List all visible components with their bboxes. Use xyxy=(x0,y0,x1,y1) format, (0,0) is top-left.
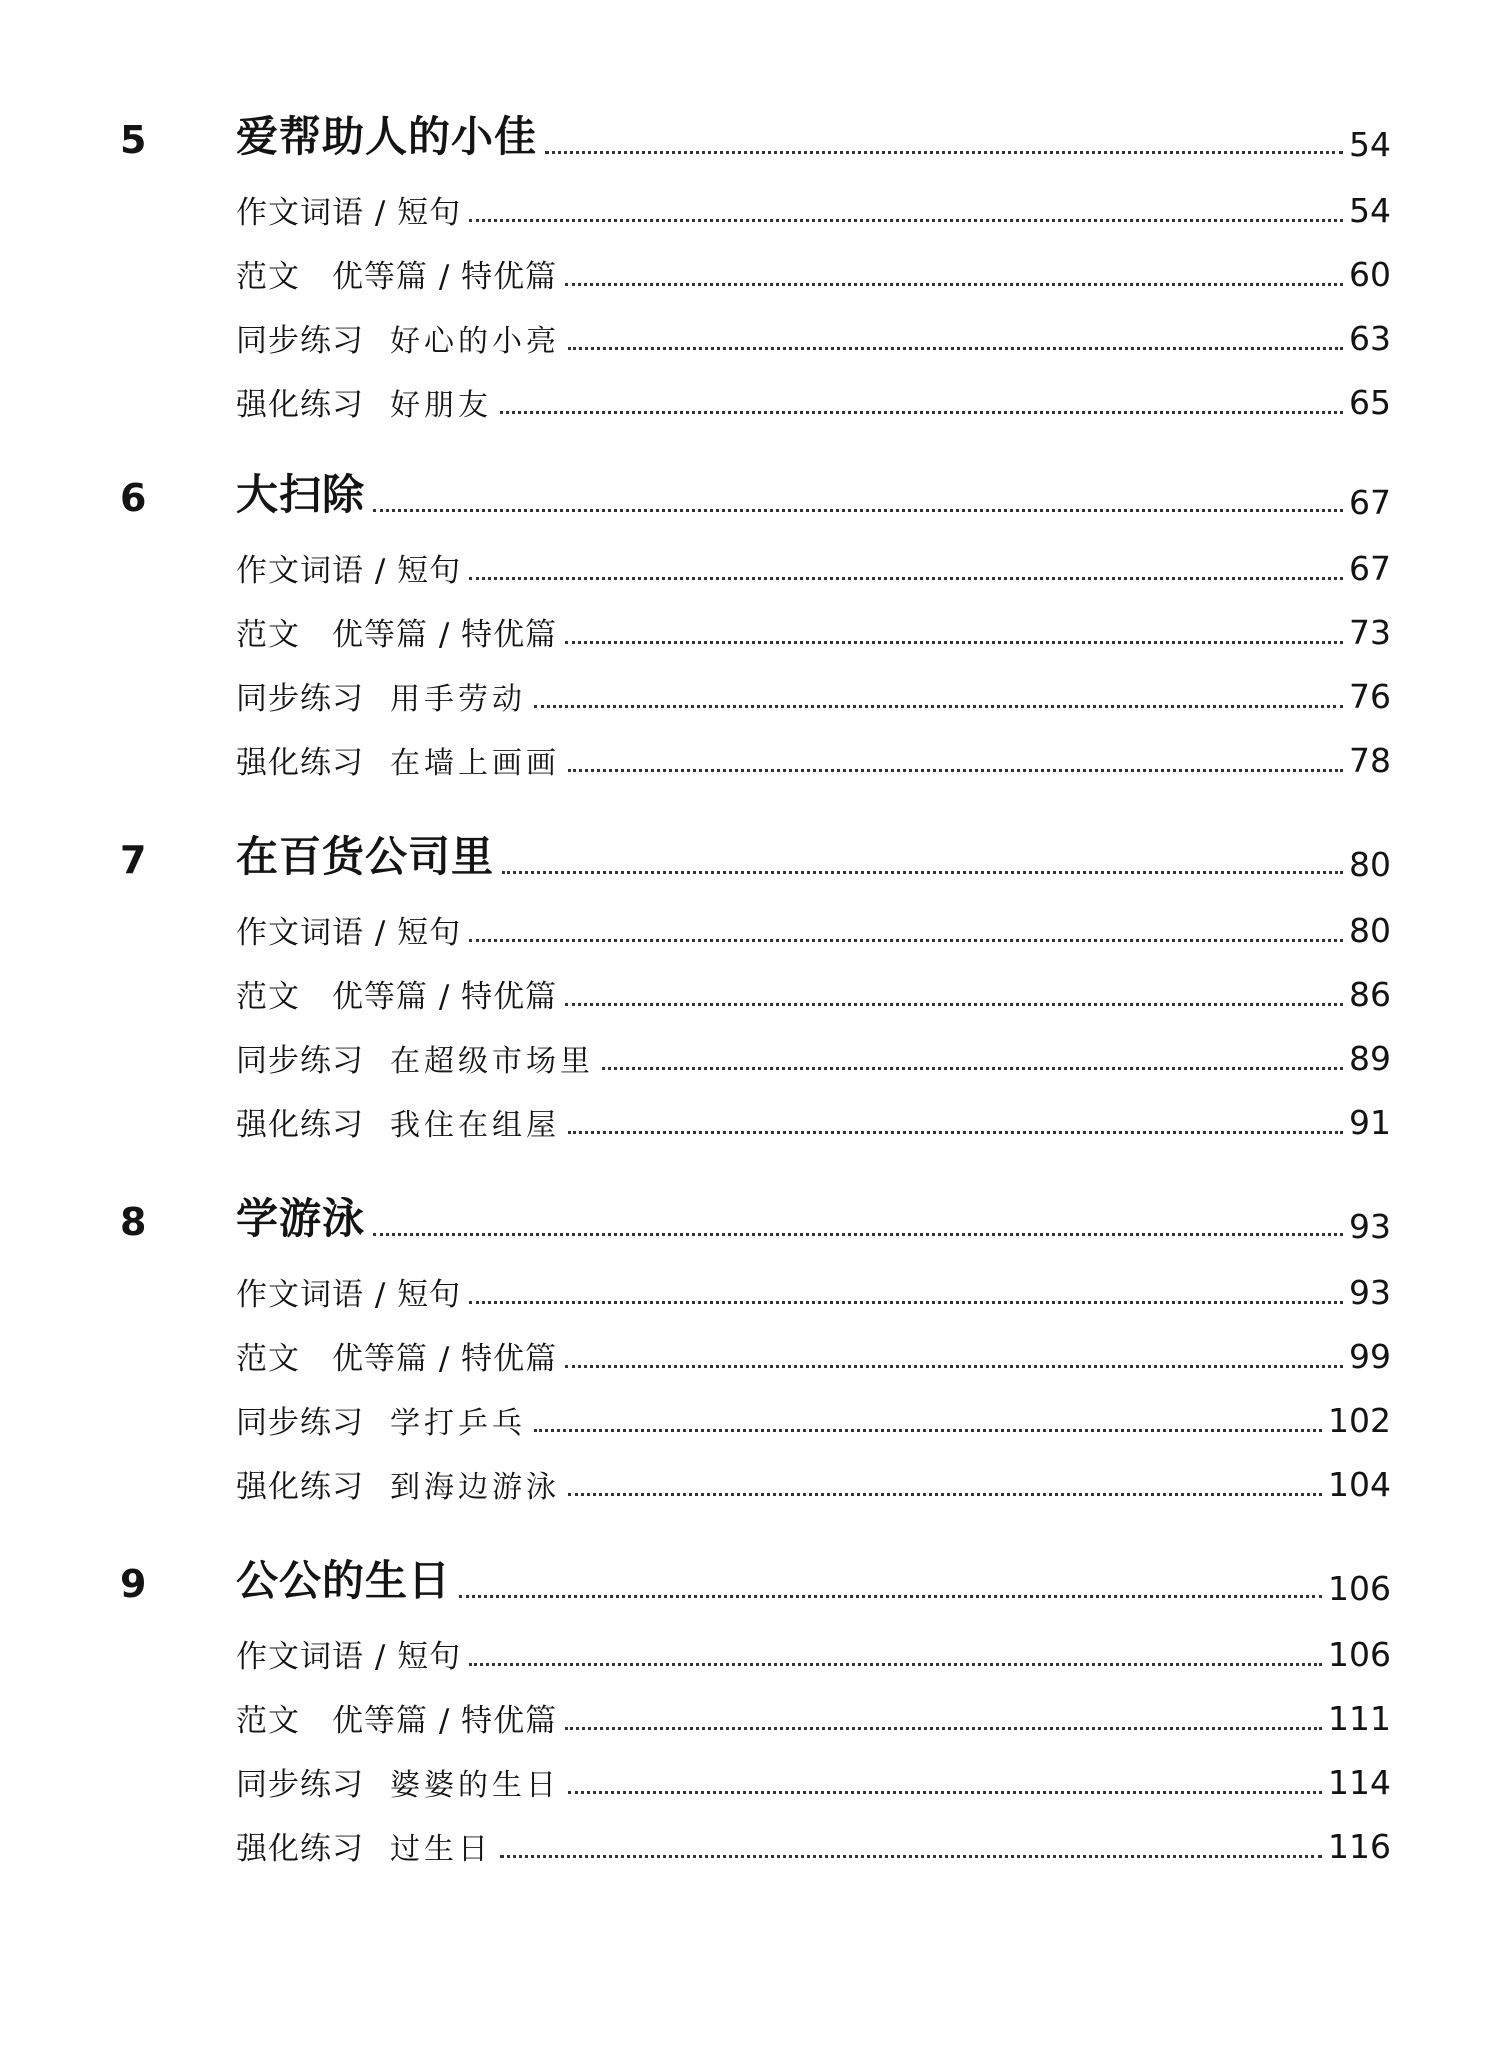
chapter-heading-row[interactable] xyxy=(120,1194,1391,1246)
toc-entry-row[interactable] xyxy=(236,1454,1391,1506)
entry-label: 同步练习 xyxy=(236,1767,364,1803)
toc-entry-row[interactable] xyxy=(236,900,1391,952)
page-number: 93 xyxy=(1349,1207,1391,1246)
toc-entry-row[interactable] xyxy=(236,180,1391,232)
toc-entry-row[interactable] xyxy=(236,666,1391,718)
chapter-title: 在百货公司里 xyxy=(236,832,495,881)
chapter-title: 大扫除 xyxy=(236,470,366,519)
dot-leader xyxy=(568,1131,1343,1134)
page-number: 60 xyxy=(1349,255,1391,294)
entry-label: 强化练习 xyxy=(236,1469,364,1505)
toc-entry-row[interactable] xyxy=(236,1688,1391,1740)
entry-label: 作文词语 / 短句 xyxy=(236,195,462,231)
toc-entry-row[interactable] xyxy=(236,1752,1391,1804)
dot-leader xyxy=(602,1067,1343,1070)
entry-label: 范文 优等篇 / 特优篇 xyxy=(236,617,558,653)
dot-leader xyxy=(469,219,1343,222)
page-number: 65 xyxy=(1349,383,1391,422)
entry-label: 作文词语 / 短句 xyxy=(236,1277,462,1313)
dot-leader xyxy=(502,871,1343,874)
dot-leader xyxy=(534,705,1343,708)
page-number: 114 xyxy=(1328,1763,1391,1802)
toc-entry-row[interactable] xyxy=(236,1092,1391,1144)
chapter-heading-row[interactable] xyxy=(120,832,1391,884)
page-number: 102 xyxy=(1328,1401,1391,1440)
dot-leader xyxy=(565,1727,1322,1730)
dot-leader xyxy=(469,577,1343,580)
page-number: 54 xyxy=(1349,191,1391,230)
dot-leader xyxy=(500,411,1343,414)
chapter-number: 7 xyxy=(120,838,147,882)
entry-label: 范文 优等篇 / 特优篇 xyxy=(236,979,558,1015)
dot-leader xyxy=(373,1233,1343,1236)
dot-leader xyxy=(469,1301,1343,1304)
toc-entry-row[interactable] xyxy=(236,1326,1391,1378)
toc-entry-row[interactable] xyxy=(236,964,1391,1016)
entry-label: 作文词语 / 短句 xyxy=(236,1639,462,1675)
dot-leader xyxy=(568,1493,1322,1496)
page-number: 63 xyxy=(1349,319,1391,358)
entry-label: 同步练习 xyxy=(236,323,364,359)
entry-topic: 我住在组屋 xyxy=(390,1108,560,1143)
page-number: 76 xyxy=(1349,677,1391,716)
page-number: 80 xyxy=(1349,911,1391,950)
entry-label: 强化练习 xyxy=(236,387,364,423)
dot-leader xyxy=(469,1663,1322,1666)
entry-topic: 学打乒乓 xyxy=(390,1406,526,1441)
page-number: 54 xyxy=(1349,125,1391,164)
entry-label: 同步练习 xyxy=(236,1405,364,1441)
chapter-heading-row[interactable] xyxy=(120,1556,1391,1608)
page-number: 67 xyxy=(1349,483,1391,522)
toc-entry-row[interactable] xyxy=(236,1624,1391,1676)
page-number: 116 xyxy=(1328,1827,1391,1866)
dot-leader xyxy=(568,769,1343,772)
chapter-number: 5 xyxy=(120,118,147,162)
dot-leader xyxy=(565,641,1343,644)
dot-leader xyxy=(565,1003,1343,1006)
entry-label: 作文词语 / 短句 xyxy=(236,553,462,589)
entry-topic: 好朋友 xyxy=(390,388,492,423)
dot-leader xyxy=(500,1855,1322,1858)
chapter-number: 6 xyxy=(120,476,147,520)
dot-leader xyxy=(568,1791,1322,1794)
entry-topic: 过生日 xyxy=(390,1832,492,1867)
chapter-number: 8 xyxy=(120,1200,147,1244)
dot-leader xyxy=(565,283,1343,286)
page-number: 93 xyxy=(1349,1273,1391,1312)
entry-topic: 好心的小亮 xyxy=(390,324,560,359)
entry-label: 范文 优等篇 / 特优篇 xyxy=(236,1341,558,1377)
chapter-heading-row[interactable] xyxy=(120,112,1391,164)
chapter-title: 学游泳 xyxy=(236,1194,366,1243)
chapter-number: 9 xyxy=(120,1562,147,1606)
page-number: 67 xyxy=(1349,549,1391,588)
page-number: 91 xyxy=(1349,1103,1391,1142)
toc-entry-row[interactable] xyxy=(236,602,1391,654)
dot-leader xyxy=(373,509,1343,512)
dot-leader xyxy=(565,1365,1343,1368)
chapter-title: 爱帮助人的小佳 xyxy=(236,112,538,161)
page-number: 80 xyxy=(1349,845,1391,884)
chapter-title: 公公的生日 xyxy=(236,1556,452,1605)
entry-label: 强化练习 xyxy=(236,1107,364,1143)
toc-entry-row[interactable] xyxy=(236,1390,1391,1442)
entry-topic: 在超级市场里 xyxy=(390,1044,594,1079)
entry-label: 范文 优等篇 / 特优篇 xyxy=(236,1703,558,1739)
page-number: 99 xyxy=(1349,1337,1391,1376)
page-number: 106 xyxy=(1328,1569,1391,1608)
entry-label: 作文词语 / 短句 xyxy=(236,915,462,951)
page-number: 106 xyxy=(1328,1635,1391,1674)
entry-topic: 婆婆的生日 xyxy=(390,1768,560,1803)
page-number: 111 xyxy=(1328,1699,1391,1738)
toc-entry-row[interactable] xyxy=(236,1262,1391,1314)
chapter-heading-row[interactable] xyxy=(120,470,1391,522)
toc-entry-row[interactable] xyxy=(236,1028,1391,1080)
dot-leader xyxy=(469,939,1343,942)
page-number: 104 xyxy=(1328,1465,1391,1504)
toc-entry-row[interactable] xyxy=(236,372,1391,424)
entry-label: 强化练习 xyxy=(236,1831,364,1867)
page-number: 73 xyxy=(1349,613,1391,652)
toc-entry-row[interactable] xyxy=(236,308,1391,360)
page-number: 78 xyxy=(1349,741,1391,780)
page-number: 89 xyxy=(1349,1039,1391,1078)
toc-entry-row[interactable] xyxy=(236,538,1391,590)
dot-leader xyxy=(534,1429,1322,1432)
dot-leader xyxy=(459,1595,1322,1598)
entry-label: 同步练习 xyxy=(236,1043,364,1079)
entry-topic: 在墙上画画 xyxy=(390,746,560,781)
page-number: 86 xyxy=(1349,975,1391,1014)
dot-leader xyxy=(568,347,1343,350)
entry-label: 同步练习 xyxy=(236,681,364,717)
entry-topic: 用手劳动 xyxy=(390,682,526,717)
dot-leader xyxy=(545,151,1343,154)
entry-topic: 到海边游泳 xyxy=(390,1470,560,1505)
toc-entry-row[interactable] xyxy=(236,244,1391,296)
toc-entry-row[interactable] xyxy=(236,730,1391,782)
toc-entry-row[interactable] xyxy=(236,1816,1391,1868)
entry-label: 强化练习 xyxy=(236,745,364,781)
entry-label: 范文 优等篇 / 特优篇 xyxy=(236,259,558,295)
